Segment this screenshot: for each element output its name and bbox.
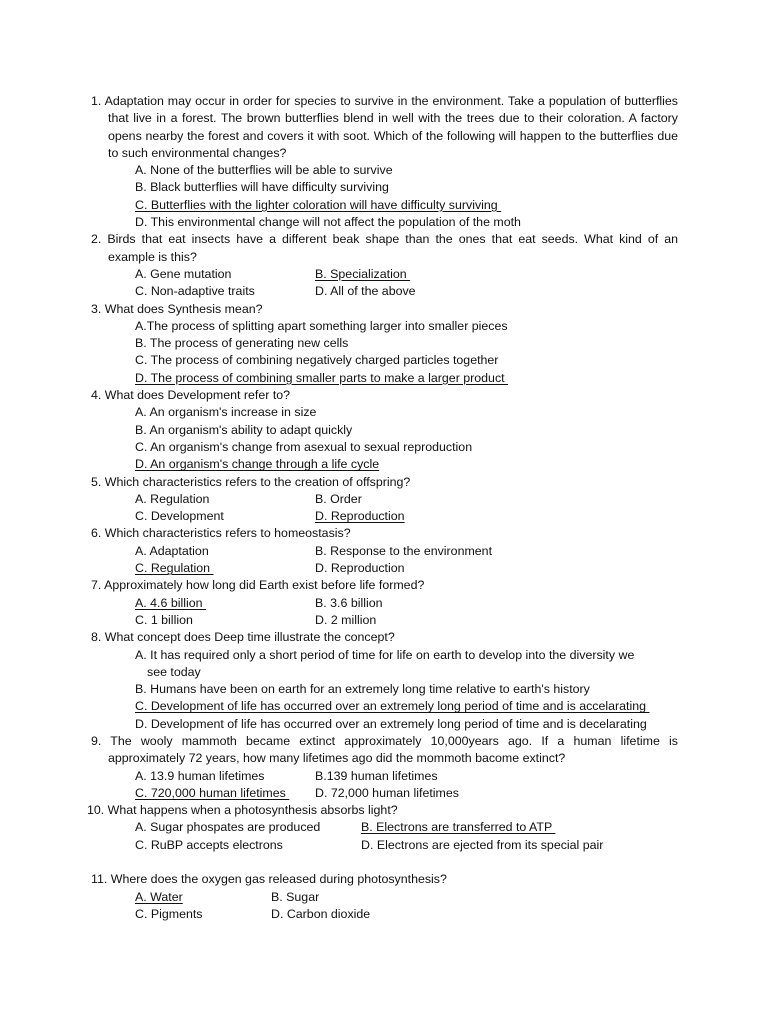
answer-option: B. Sugar (271, 889, 320, 904)
answer-option: A. An organism's increase in size (135, 405, 317, 420)
answer-option: C. An organism's change from asexual to sexual reproduction (135, 439, 473, 454)
question-5 (0, 474, 768, 526)
answer-option: A. None of the butterflies will be able to survive (135, 163, 393, 178)
question-6 (0, 525, 768, 577)
answer-option: D. 72,000 human lifetimes (315, 785, 459, 800)
spacer (0, 854, 768, 871)
answer-option: A. Gene mutation (135, 266, 232, 281)
answer-option: A. Regulation (135, 491, 210, 506)
answer-option: B. Order (315, 491, 362, 506)
correct-answer-option: C. Butterflies with the lighter coloration will have difficulty surviving (135, 197, 502, 212)
question-1 (0, 93, 768, 231)
correct-answer-option: A. 4.6 billion (135, 595, 206, 610)
correct-answer-option: C. Regulation (135, 561, 214, 576)
answer-option: D. This environmental change will not affect the population of the moth (135, 215, 521, 230)
question-3 (0, 301, 768, 387)
question-10 (0, 802, 768, 854)
question-4 (0, 387, 768, 473)
worksheet-document (0, 93, 768, 923)
correct-answer-option: D. Reproduction (315, 509, 405, 524)
answer-option: B. Humans have been on earth for an extremely long time relative to earth's history (135, 682, 590, 697)
answer-option: D. Electrons are ejected from its special pair (361, 837, 604, 852)
question-7 (0, 577, 768, 629)
question-stem: 3. What does Synthesis mean? (91, 301, 263, 316)
answer-option-continued: see today (147, 664, 201, 679)
question-stem: 8. What concept does Deep time illustrate the concept? (91, 630, 395, 645)
correct-answer-option: B. Electrons are transferred to ATP (361, 820, 556, 835)
question-stem: 2. Birds that eat insects have a different beak shape than the ones that eat seeds. What kind of an example is this? (91, 232, 678, 264)
answer-option: D. All of the above (315, 284, 416, 299)
correct-answer-option: D. The process of combining smaller parts to make a larger product (135, 370, 509, 385)
answer-option-text: A. It has required only a short period of time for life on earth to develop into the diversity we (135, 647, 635, 662)
answer-option: B. 3.6 billion (315, 595, 383, 610)
answer-option: C. Development (135, 509, 224, 524)
question-stem: 7. Approximately how long did Earth exist before life formed? (91, 578, 425, 593)
answer-option: D. Development of life has occurred over an extremely long period of time and is decelarating (135, 716, 647, 731)
answer-option: A.The process of splitting apart something larger into smaller pieces (135, 318, 508, 333)
correct-answer-option: D. An organism's change through a life cycle (135, 457, 380, 472)
correct-answer-option: C. 720,000 human lifetimes (135, 785, 290, 800)
question-8 (0, 629, 768, 733)
question-stem: 11. Where does the oxygen gas released during photosynthesis? (91, 872, 447, 887)
answer-option: C. Non-adaptive traits (135, 284, 255, 299)
question-stem: 1. Adaptation may occur in order for species to survive in the environment. Take a population of butterflies that live in a forest. The brown butterflies blend in well with the trees due to their coloration. A factory opens nearby the forest and covers it with soot. Which of the following will happen to the butterflies due to such environmental changes? (91, 94, 678, 160)
answer-option: D. 2 million (315, 612, 377, 627)
correct-answer-option: B. Specialization (315, 266, 411, 281)
question-2 (0, 231, 768, 300)
question-stem: 6. Which characteristics refers to homeostasis? (91, 526, 351, 541)
answer-option: C. 1 billion (135, 612, 193, 627)
answer-option: D. Carbon dioxide (271, 906, 371, 921)
answer-option: B. Response to the environment (315, 543, 493, 558)
answer-option: B. Black butterflies will have difficulty surviving (135, 180, 389, 195)
question-stem: 10. What happens when a photosynthesis absorbs light? (87, 803, 398, 818)
correct-answer-option: A. Water (135, 889, 183, 904)
answer-option: D. Reproduction (315, 561, 405, 576)
question-9 (0, 733, 768, 802)
answer-option: A. Adaptation (135, 543, 209, 558)
question-stem: 5. Which characteristics refers to the creation of offspring? (91, 474, 411, 489)
question-stem: 9. The wooly mammoth became extinct approximately 10,000years ago. If a human lifetime is approximately 72 years, how many lifetimes ago did the mommoth bacome extinct? (91, 733, 678, 766)
answer-option: C. Pigments (135, 906, 203, 921)
answer-option: C. RuBP accepts electrons (135, 837, 283, 852)
answer-option (135, 647, 655, 682)
answer-option: C. The process of combining negatively charged particles together (135, 353, 499, 368)
answer-option: B. An organism's ability to adapt quickly (135, 422, 353, 437)
answer-option: B.139 human lifetimes (315, 768, 438, 783)
question-stem: 4. What does Development refer to? (91, 388, 291, 403)
answer-option: B. The process of generating new cells (135, 336, 349, 351)
answer-option: A. Sugar phospates are produced (135, 820, 321, 835)
answer-option: A. 13.9 human lifetimes (135, 768, 265, 783)
question-11 (0, 871, 768, 923)
correct-answer-option: C. Development of life has occurred over an extremely long period of time and is accelarating (135, 699, 650, 714)
